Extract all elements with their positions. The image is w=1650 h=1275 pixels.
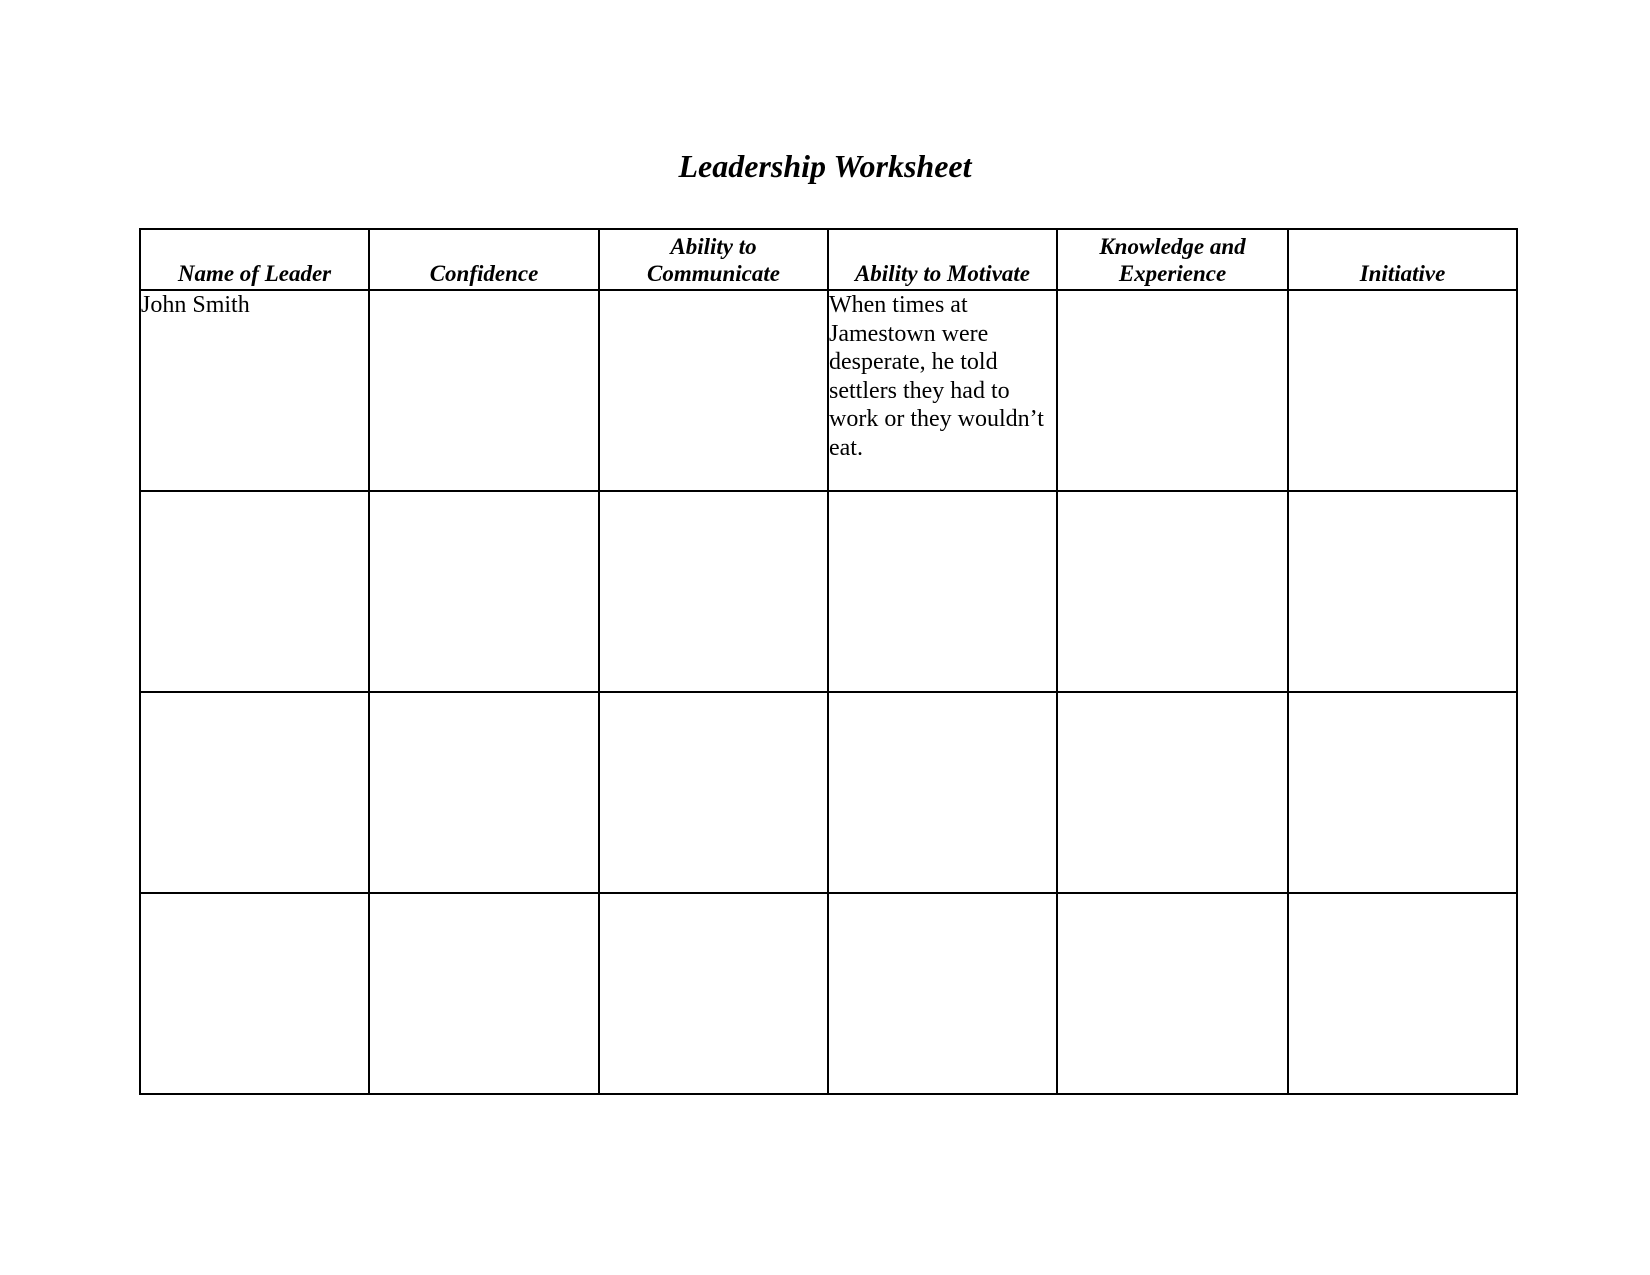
header-ability-to-motivate <box>828 229 1057 290</box>
cell-initiative[interactable] <box>1288 290 1517 491</box>
header-label: Confidence <box>429 261 539 286</box>
table-row <box>140 893 1517 1094</box>
header-knowledge-and-experience <box>1057 229 1288 290</box>
cell-ability-to-motivate[interactable] <box>828 893 1057 1094</box>
cell-knowledge-and-experience[interactable] <box>1057 893 1288 1094</box>
cell-ability-to-communicate[interactable] <box>599 290 828 491</box>
table-row <box>140 692 1517 893</box>
header-initiative <box>1288 229 1517 290</box>
cell-knowledge-and-experience[interactable] <box>1057 491 1288 692</box>
cell-initiative[interactable] <box>1288 491 1517 692</box>
cell-confidence[interactable] <box>369 692 599 893</box>
table-row <box>140 491 1517 692</box>
cell-ability-to-motivate[interactable] <box>828 491 1057 692</box>
cell-ability-to-motivate[interactable]: When times at Jamestown were desperate, he told settlers they had to work or they wouldn’t eat. <box>828 290 1057 491</box>
header-confidence <box>369 229 599 290</box>
header-row <box>140 229 1517 290</box>
cell-name-of-leader[interactable]: John Smith <box>140 290 369 491</box>
cell-knowledge-and-experience[interactable] <box>1057 290 1288 491</box>
cell-name-of-leader[interactable] <box>140 893 369 1094</box>
cell-ability-to-motivate[interactable] <box>828 692 1057 893</box>
header-ability-to-communicate <box>599 229 828 290</box>
leadership-table <box>139 228 1518 1095</box>
header-label: Ability to Motivate <box>854 261 1031 286</box>
cell-knowledge-and-experience[interactable] <box>1057 692 1288 893</box>
header-label: Knowledge and Experience <box>1099 234 1246 286</box>
header-name-of-leader <box>140 229 369 290</box>
cell-name-of-leader[interactable] <box>140 692 369 893</box>
cell-confidence[interactable] <box>369 290 599 491</box>
cell-confidence[interactable] <box>369 893 599 1094</box>
cell-ability-to-communicate[interactable] <box>599 491 828 692</box>
table-row <box>140 290 1517 491</box>
cell-name-of-leader[interactable] <box>140 491 369 692</box>
page-title: Leadership Worksheet <box>678 148 972 184</box>
cell-ability-to-communicate[interactable] <box>599 893 828 1094</box>
cell-confidence[interactable] <box>369 491 599 692</box>
cell-initiative[interactable] <box>1288 893 1517 1094</box>
header-label: Initiative <box>1359 261 1446 286</box>
cell-initiative[interactable] <box>1288 692 1517 893</box>
header-label: Ability to Communicate <box>647 234 780 286</box>
cell-ability-to-communicate[interactable] <box>599 692 828 893</box>
header-label: Name of Leader <box>177 261 332 286</box>
